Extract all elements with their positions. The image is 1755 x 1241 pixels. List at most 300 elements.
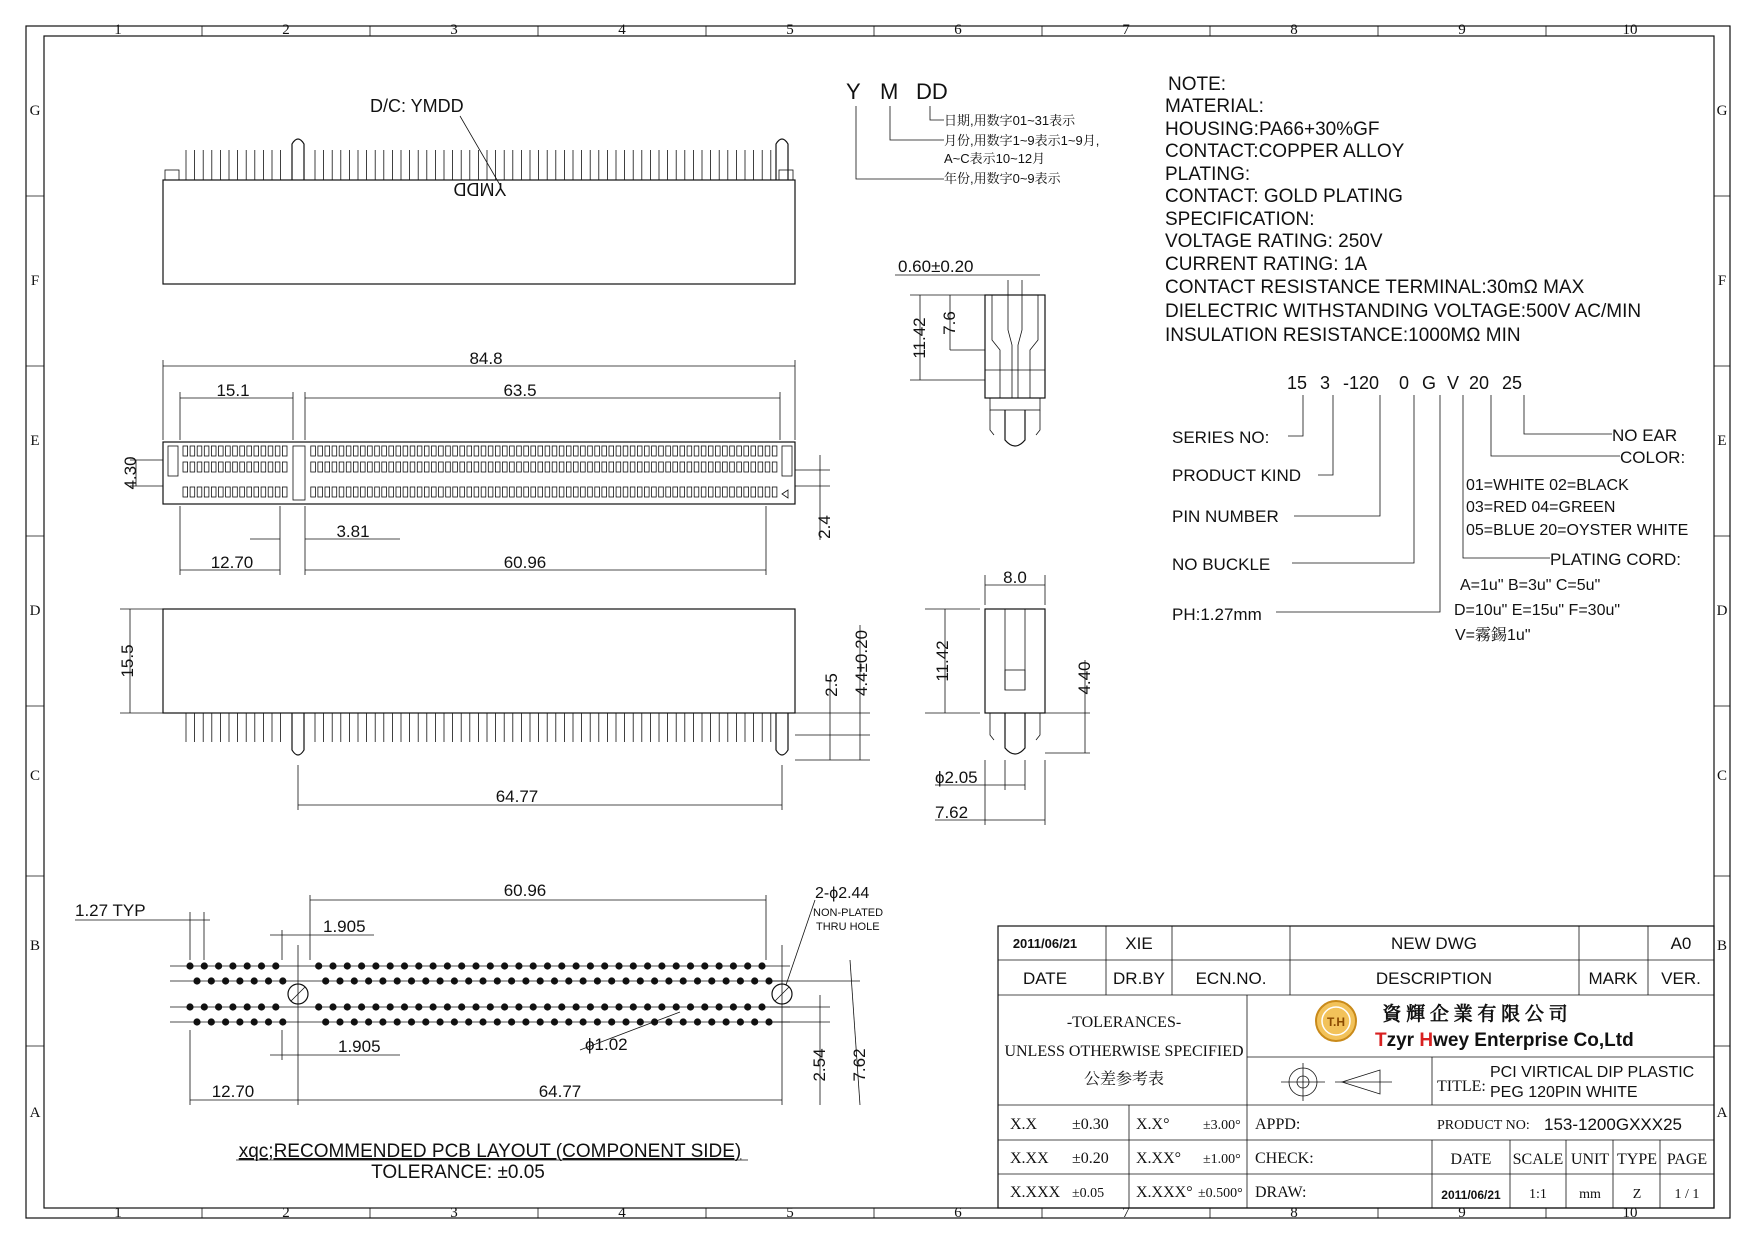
contact-slot xyxy=(708,462,713,472)
contact-slot xyxy=(630,487,635,497)
date-code-dd: DD xyxy=(916,79,948,104)
contact-slot xyxy=(495,446,500,456)
pcb-layout xyxy=(75,881,883,1183)
contact-slot xyxy=(659,446,664,456)
footer-unit-label: UNIT xyxy=(1570,1151,1610,1168)
footer-date-value: 2011/06/21 xyxy=(1441,1188,1501,1202)
dim-peg-pitch: 7.62 xyxy=(935,803,969,822)
contact-slot xyxy=(254,446,259,456)
header-date: DATE xyxy=(1022,969,1068,988)
col-label-top: 9 xyxy=(1458,22,1466,38)
contact-slot xyxy=(332,487,337,497)
row-label-left: D xyxy=(29,603,41,619)
contact-slot xyxy=(353,487,358,497)
contact-slot xyxy=(204,446,209,456)
row-label-right: A xyxy=(1716,1105,1728,1121)
contact-slot xyxy=(318,446,323,456)
contact-slot xyxy=(524,462,529,472)
contact-slot xyxy=(247,462,252,472)
dim-pin-hole: ϕ1.02 xyxy=(585,1035,628,1054)
contact-slot xyxy=(574,487,579,497)
contact-slot xyxy=(361,462,366,472)
col-label-bottom: 3 xyxy=(450,1205,458,1221)
contact-slot xyxy=(566,446,571,456)
contact-slot xyxy=(318,487,323,497)
contact-slot xyxy=(240,446,245,456)
dim-mount-hole: 2-ϕ2.44 xyxy=(815,885,870,902)
tol-row-1-angle-val: ±3.00° xyxy=(1203,1118,1241,1133)
contact-slot xyxy=(687,446,692,456)
contact-slot xyxy=(602,487,607,497)
dim-side-height: 11.42 xyxy=(933,640,952,682)
pcb-tolerance: TOLERANCE: ±0.05 xyxy=(371,1162,545,1183)
row-label-right: G xyxy=(1716,103,1728,119)
contact-slot xyxy=(389,487,394,497)
side-view-bottom xyxy=(925,568,1094,825)
contact-slot xyxy=(346,462,351,472)
pcb-caption: xqc;RECOMMENDED PCB LAYOUT (COMPONENT SIDE) xyxy=(238,1141,742,1162)
contact-slot xyxy=(389,462,394,472)
contact-slot xyxy=(467,446,472,456)
side-view-top xyxy=(895,257,1045,446)
contact-slot xyxy=(389,446,394,456)
contact-slot xyxy=(730,446,735,456)
contact-slot xyxy=(595,446,600,456)
drawn-label: DRAW: xyxy=(1255,1184,1307,1201)
tol-row-2-fmt: X.XX xyxy=(1010,1150,1049,1167)
contact-slot xyxy=(481,462,486,472)
contact-slot xyxy=(446,487,451,497)
contact-slot xyxy=(645,446,650,456)
col-label-top: 4 xyxy=(618,22,626,38)
contact-slot xyxy=(410,462,415,472)
contact-slot xyxy=(275,462,280,472)
contact-slot xyxy=(417,487,422,497)
contact-slot xyxy=(446,446,451,456)
contact-slot xyxy=(730,462,735,472)
row-label-right: D xyxy=(1716,603,1728,619)
contact-slot xyxy=(538,462,543,472)
contact-slot xyxy=(460,487,465,497)
contact-slot xyxy=(453,487,458,497)
dim-pin-thickness: 0.60±0.20 xyxy=(898,257,974,276)
contact-slot xyxy=(524,487,529,497)
revision-drawn-by: XIE xyxy=(1125,934,1153,953)
contact-slot xyxy=(680,446,685,456)
contact-slot xyxy=(346,487,351,497)
contact-slot xyxy=(275,487,280,497)
contact-slot xyxy=(261,462,266,472)
contact-slot xyxy=(744,487,749,497)
contact-slot xyxy=(190,487,195,497)
color-option-line: 03=RED 04=GREEN xyxy=(1466,499,1616,516)
note-non-plated: NON-PLATED xyxy=(813,907,884,919)
contact-slot xyxy=(261,487,266,497)
contact-slot xyxy=(382,446,387,456)
contact-slot xyxy=(183,462,188,472)
tol-row-2-angle-val: ±1.00° xyxy=(1203,1152,1241,1167)
contact-slot xyxy=(751,487,756,497)
contact-slot xyxy=(765,487,770,497)
dim-side-width: 8.0 xyxy=(1003,568,1027,587)
notes-block xyxy=(1165,74,1641,346)
title-block xyxy=(998,926,1714,1208)
contact-slot xyxy=(311,487,316,497)
contact-slot xyxy=(183,487,188,497)
col-label-top: 8 xyxy=(1290,22,1298,38)
plan-view xyxy=(121,349,834,575)
contact-slot xyxy=(517,487,522,497)
col-label-top: 2 xyxy=(282,22,290,38)
contact-slot xyxy=(325,462,330,472)
contact-slot xyxy=(424,462,429,472)
contact-slot xyxy=(765,462,770,472)
contact-slot xyxy=(446,462,451,472)
contact-slot xyxy=(581,446,586,456)
contact-slot xyxy=(481,446,486,456)
note-line: INSULATION RESISTANCE:1000MΩ MIN xyxy=(1165,325,1521,346)
code-label-series: SERIES NO: xyxy=(1172,428,1270,447)
contact-slot xyxy=(368,487,373,497)
row-label-right: F xyxy=(1717,273,1727,289)
dim-long-section: 63.5 xyxy=(503,381,537,400)
contact-slot xyxy=(616,446,621,456)
contact-slot xyxy=(659,462,664,472)
dim-pitch-typ: 1.27 TYP xyxy=(75,901,146,920)
dim-height-11-42: 11.42 xyxy=(910,317,929,359)
contact-slot xyxy=(517,462,522,472)
col-label-bottom: 9 xyxy=(1458,1205,1466,1221)
contact-slot xyxy=(353,446,358,456)
tolerances-heading: -TOLERANCES- xyxy=(1066,1014,1182,1031)
contact-slot xyxy=(602,462,607,472)
contact-slot xyxy=(474,446,479,456)
row-label-left: B xyxy=(29,938,41,954)
col-label-bottom: 7 xyxy=(1122,1205,1130,1221)
contact-slot xyxy=(637,446,642,456)
contact-slot xyxy=(197,462,202,472)
note-line: SPECIFICATION: xyxy=(1165,209,1315,230)
footer-date-label: DATE xyxy=(1450,1151,1492,1168)
code-label-kind: PRODUCT KIND xyxy=(1172,466,1302,485)
note-thru-hole: THRU HOLE xyxy=(816,921,880,933)
col-label-bottom: 5 xyxy=(786,1205,794,1221)
contact-slot xyxy=(282,487,287,497)
contact-slot xyxy=(716,446,721,456)
contact-slot xyxy=(368,462,373,472)
contact-slot xyxy=(403,487,408,497)
plating-option-line: V=霧錫1u" xyxy=(1455,627,1531,644)
contact-slot xyxy=(332,462,337,472)
contact-slot xyxy=(240,462,245,472)
date-code-day-desc: 日期,用数字01~31表示 xyxy=(944,113,1076,128)
contact-slot xyxy=(481,487,486,497)
contact-slot xyxy=(233,487,238,497)
contact-slot xyxy=(616,487,621,497)
part-code-breakdown xyxy=(1172,373,1688,644)
contact-slot xyxy=(197,446,202,456)
drawing-title-line-2: PEG 120PIN WHITE xyxy=(1490,1084,1638,1101)
contact-slot xyxy=(758,462,763,472)
contact-slot xyxy=(708,446,713,456)
contact-slot xyxy=(687,462,692,472)
contact-slot xyxy=(183,446,188,456)
contact-slot xyxy=(595,487,600,497)
code-segment: 0 xyxy=(1399,373,1410,393)
revision-version: A0 xyxy=(1670,934,1692,953)
contact-slot xyxy=(666,446,671,456)
contact-slot xyxy=(361,446,366,456)
dim-2-5: 2.5 xyxy=(822,673,841,697)
note-line: NOTE: xyxy=(1168,74,1227,95)
dim-pcb-mount-span: 64.77 xyxy=(538,1082,582,1101)
projection-symbol-icon xyxy=(1281,1063,1392,1101)
contact-slot xyxy=(211,462,216,472)
contact-slot xyxy=(538,446,543,456)
color-option-line: 05=BLUE 20=OYSTER WHITE xyxy=(1466,522,1689,539)
contact-slot xyxy=(574,446,579,456)
tolerances-cn: 公差参考表 xyxy=(1083,1071,1165,1088)
contact-slot xyxy=(630,462,635,472)
contact-slot xyxy=(417,462,422,472)
contact-slot xyxy=(723,462,728,472)
note-line: CONTACT: GOLD PLATING xyxy=(1165,186,1403,207)
dim-peg-length: 4.40 xyxy=(1075,661,1094,695)
note-line: CURRENT RATING: 1A xyxy=(1165,254,1367,275)
contact-slot xyxy=(524,446,529,456)
contact-slot xyxy=(708,487,713,497)
contact-slot xyxy=(545,446,550,456)
tol-row-3-fmt: X.XXX xyxy=(1010,1184,1061,1201)
contact-slot xyxy=(588,462,593,472)
tol-row-1-angle-fmt: X.X° xyxy=(1136,1116,1170,1133)
revision-date: 2011/06/21 xyxy=(1012,936,1078,951)
contact-slot xyxy=(190,446,195,456)
contact-slot xyxy=(353,462,358,472)
contact-slot xyxy=(226,462,231,472)
col-label-bottom: 10 xyxy=(1622,1205,1638,1221)
contact-slot xyxy=(453,446,458,456)
contact-slot xyxy=(737,446,742,456)
row-label-left: F xyxy=(30,273,40,289)
contact-slot xyxy=(332,446,337,456)
row-label-left: A xyxy=(29,1105,41,1121)
contact-slot xyxy=(609,487,614,497)
tol-row-2-val: ±0.20 xyxy=(1072,1150,1109,1167)
plating-option-line: D=10u" E=15u" F=30u" xyxy=(1454,602,1621,619)
contact-slot xyxy=(439,487,444,497)
tol-row-2-angle-fmt: X.XX° xyxy=(1136,1150,1182,1167)
contact-slot xyxy=(723,446,728,456)
product-number: 153-1200GXXX25 xyxy=(1544,1115,1682,1134)
contact-slot xyxy=(538,487,543,497)
contact-slot xyxy=(325,487,330,497)
contact-slot xyxy=(219,462,224,472)
contact-slot xyxy=(623,462,628,472)
contact-slot xyxy=(318,462,323,472)
contact-slot xyxy=(396,446,401,456)
col-label-bottom: 2 xyxy=(282,1205,290,1221)
contact-slot xyxy=(510,487,515,497)
contact-slot xyxy=(716,462,721,472)
contact-slot xyxy=(595,462,600,472)
contact-slot xyxy=(219,446,224,456)
contact-slot xyxy=(375,487,380,497)
header-version: VER. xyxy=(1661,969,1701,988)
contact-slot xyxy=(311,462,316,472)
contact-slot xyxy=(424,446,429,456)
contact-slot xyxy=(623,446,628,456)
col-label-bottom: 1 xyxy=(114,1205,122,1221)
contact-slot xyxy=(652,487,657,497)
date-code-month-desc: 月份,用数字1~9表示1~9月, xyxy=(944,133,1100,148)
contact-slot xyxy=(744,462,749,472)
dim-peg-diameter: ϕ2.05 xyxy=(935,768,978,787)
contact-slot xyxy=(680,462,685,472)
contact-slot xyxy=(716,487,721,497)
tol-row-1-val: ±0.30 xyxy=(1072,1116,1109,1133)
contact-slot xyxy=(396,487,401,497)
footer-scale-label: SCALE xyxy=(1512,1151,1564,1168)
contact-slot xyxy=(495,462,500,472)
contact-slot xyxy=(339,487,344,497)
header-description: DESCRIPTION xyxy=(1375,969,1493,988)
contact-slot xyxy=(339,462,344,472)
contact-slot xyxy=(588,446,593,456)
contact-slot xyxy=(325,446,330,456)
date-code-year-desc: 年份,用数字0~9表示 xyxy=(944,171,1061,186)
tolerances-note: UNLESS OTHERWISE SPECIFIED xyxy=(1004,1043,1244,1060)
dim-row-offset-bottom: 1.905 xyxy=(338,1037,381,1056)
note-line: MATERIAL: xyxy=(1165,96,1264,117)
contact-slot xyxy=(652,446,657,456)
dim-key-gap: 3.81 xyxy=(336,522,370,541)
contact-slot xyxy=(488,462,493,472)
contact-slot xyxy=(204,462,209,472)
code-segment: 3 xyxy=(1320,373,1331,393)
checked-label: CHECK: xyxy=(1255,1150,1314,1167)
contact-slot xyxy=(637,462,642,472)
contact-slot xyxy=(694,487,699,497)
code-label-no-ear: NO EAR xyxy=(1612,426,1678,445)
contact-slot xyxy=(240,487,245,497)
contact-slot xyxy=(510,446,515,456)
contact-slot xyxy=(432,487,437,497)
note-line: VOLTAGE RATING: 250V xyxy=(1165,231,1383,252)
contact-slot xyxy=(453,462,458,472)
contact-slot xyxy=(261,446,266,456)
company-name-en: Tzyr Hwey Enterprise Co,Ltd xyxy=(1375,1030,1634,1051)
contact-slot xyxy=(233,446,238,456)
note-line: PLATING: xyxy=(1165,164,1251,185)
contact-slot xyxy=(460,446,465,456)
contact-slot xyxy=(211,487,216,497)
footer-unit-value: mm xyxy=(1579,1187,1601,1202)
row-label-left: G xyxy=(29,103,41,119)
contact-slot xyxy=(673,446,678,456)
contact-slot xyxy=(467,487,472,497)
contact-slot xyxy=(559,462,564,472)
contact-slot xyxy=(254,462,259,472)
contact-slot xyxy=(552,462,557,472)
contact-slot xyxy=(233,462,238,472)
dim-row-span: 7.62 xyxy=(850,1048,869,1082)
contact-slot xyxy=(559,487,564,497)
revision-description: NEW DWG xyxy=(1391,934,1477,953)
contact-slot xyxy=(645,462,650,472)
date-code-explanation xyxy=(846,79,1099,186)
code-segment: -120 xyxy=(1343,373,1380,393)
contact-slot xyxy=(566,462,571,472)
col-label-top: 5 xyxy=(786,22,794,38)
contact-slot xyxy=(701,487,706,497)
contact-slot xyxy=(432,462,437,472)
contact-slot xyxy=(701,446,706,456)
contact-slot xyxy=(772,487,777,497)
footer-scale-value: 1:1 xyxy=(1529,1187,1547,1202)
contact-slot xyxy=(375,446,380,456)
contact-slot xyxy=(531,446,536,456)
contact-slot xyxy=(282,446,287,456)
code-label-plating: PLATING CORD: xyxy=(1550,550,1681,569)
col-label-top: 10 xyxy=(1622,22,1638,38)
contact-slot xyxy=(581,462,586,472)
header-drawn-by: DR.BY xyxy=(1113,969,1165,988)
code-label-color: COLOR: xyxy=(1620,448,1686,467)
col-label-bottom: 6 xyxy=(954,1205,962,1221)
contact-slot xyxy=(687,487,692,497)
contact-slot xyxy=(609,446,614,456)
date-code-label: D/C: YMDD xyxy=(370,96,464,116)
contact-slot xyxy=(474,487,479,497)
dim-row-pitch: 2.54 xyxy=(810,1048,829,1082)
contact-slot xyxy=(588,487,593,497)
contact-slot xyxy=(410,487,415,497)
footer-type-value: Z xyxy=(1632,1187,1642,1202)
contact-slot xyxy=(190,462,195,472)
contact-slot xyxy=(751,446,756,456)
contact-slot xyxy=(226,487,231,497)
header-ecn: ECN.NO. xyxy=(1195,969,1267,988)
contact-slot xyxy=(772,462,777,472)
contact-slot xyxy=(545,487,550,497)
contact-slot xyxy=(197,487,202,497)
col-label-top: 6 xyxy=(954,22,962,38)
dim-height-7-6: 7.6 xyxy=(940,311,959,335)
contact-slot xyxy=(254,487,259,497)
contact-slot xyxy=(382,462,387,472)
contact-slot xyxy=(566,487,571,497)
col-label-bottom: 8 xyxy=(1290,1205,1298,1221)
dim-overall-length: 84.8 xyxy=(469,349,503,368)
contact-slot xyxy=(701,462,706,472)
company-name-cn: 資 輝 企 業 有 限 公 司 xyxy=(1382,1004,1568,1025)
code-segment: G xyxy=(1422,373,1437,393)
date-code-m: M xyxy=(880,79,899,104)
contact-slot xyxy=(346,446,351,456)
dim-2-4: 2.4 xyxy=(815,515,834,539)
contact-slot xyxy=(417,446,422,456)
contact-slot xyxy=(467,462,472,472)
date-code-y: Y xyxy=(846,79,861,104)
dim-pin-span-long: 60.96 xyxy=(503,553,547,572)
top-view xyxy=(163,96,795,284)
contact-slot xyxy=(666,487,671,497)
code-label-pitch: PH:1.27mm xyxy=(1172,605,1262,624)
contact-slot xyxy=(623,487,628,497)
contact-slot xyxy=(581,487,586,497)
row-label-right: E xyxy=(1717,433,1727,449)
